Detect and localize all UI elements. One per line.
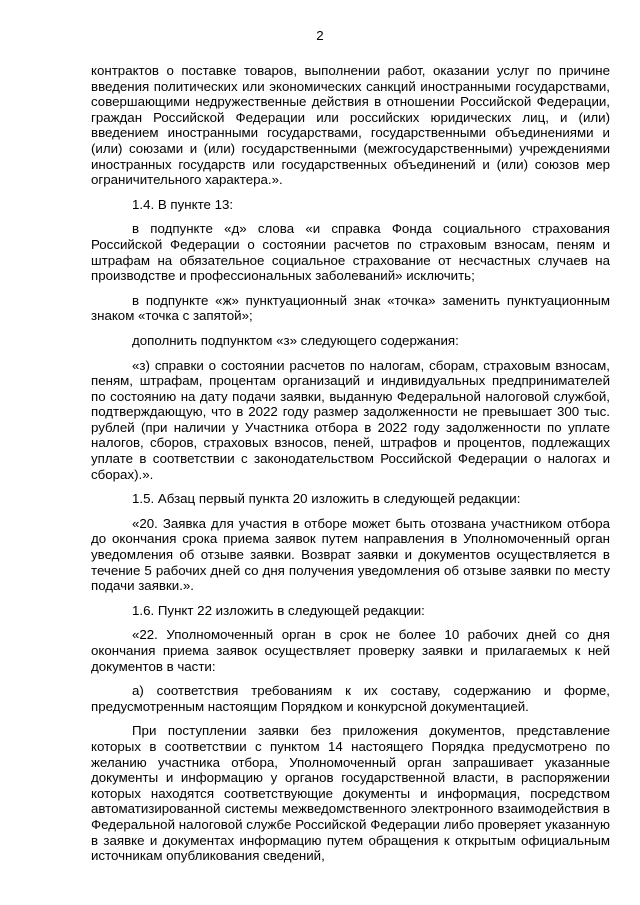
paragraph-point-22: «22. Уполномоченный орган в срок не более 10 рабочих дней со дня окончания приема заявок осуществляет проверку заявки и прилагаемых к ней документов в части: xyxy=(91,627,610,674)
paragraph-item-1-4: 1.4. В пункте 13: xyxy=(132,196,234,212)
paragraph-point-22-a: а) соответствия требованиям к их составу, содержанию и форме, предусмотренным настоящим Порядком и конкурсной документацией. xyxy=(91,683,610,714)
paragraph-item-1-5: 1.5. Абзац первый пункта 20 изложить в следующей редакции: xyxy=(132,491,521,507)
paragraph-subitem-z-text: «з) справки о состоянии расчетов по налогам, сборам, страховым взносам, пеням, штрафам, процентам организаций и индивидуальных предпринимателей по состоянию на дату подачи заявки, выданную Федеральной налоговой службой, подтверждающую, что в 2022 году размер задолженности не превышает 300 тыс. рублей (при наличии у Участника отбора в 2022 году задолженности по уплате налогов, сборов, страховых взносов, пеней, штрафов и процентов, подлежащих уплате в соответствии с законодательством Российской Федерации о налогах и сборах).». xyxy=(91,357,610,482)
paragraph-documents-request: При поступлении заявки без приложения документов, представление которых в соответствии с пунктом 14 настоящего Порядка предусмотрено по желанию участника отбора, Уполномоченный орган запрашивает указанные документы и информацию у органов государственной власти, в распоряжении которых находятся соответствующие документы и информация, посредством автоматизированной системы межведомственного электронного взаимодействия в Федеральной налоговой службе Российской Федерации либо проверяет указанную в заявке и документах информацию путем обращения к открытым официальным источникам опубликования сведений, xyxy=(91,723,610,864)
paragraph-point-20: «20. Заявка для участия в отборе может быть отозвана участником отбора до окончания срока приема заявок путем направления в Уполномоченный орган уведомления об отзыве заявки. Возврат заявки и документов осуществляется в течение 5 рабочих дней со дня получения уведомления об отзыве заявки по месту подачи заявки.». xyxy=(91,515,610,594)
paragraph-continuation: контрактов о поставке товаров, выполнении работ, оказании услуг по причине введения политических или экономических санкций иностранными государствами, совершающими недружественные действия в отношении Российской Федерации, граждан Российской Федерации или российских юридических лиц, и (или) введением иностранными государствами, государственными объединениями и (или) союзами и (или) государственными (межгосударственными) учреждениями иностранных государств или государственных объединений и (или) союзов мер ограничительного характера.». xyxy=(91,63,610,188)
paragraph-subitem-d: в подпункте «д» слова «и справка Фонда социального страхования Российской Федерации о состоянии расчетов по страховым взносам, пеням и штрафам на обязательное социальное страхование от несчастных случаев на производстве и профессиональных заболеваний» исключить; xyxy=(91,221,610,284)
document-body xyxy=(91,63,610,864)
page-number: 2 xyxy=(316,28,324,43)
paragraph-add-subitem-z: дополнить подпунктом «з» следующего содержания: xyxy=(132,332,459,348)
paragraph-item-1-6: 1.6. Пункт 22 изложить в следующей редакции: xyxy=(132,602,425,618)
paragraph-subitem-zh: в подпункте «ж» пунктуационный знак «точка» заменить пунктуационным знаком «точка с запятой»; xyxy=(91,292,610,324)
